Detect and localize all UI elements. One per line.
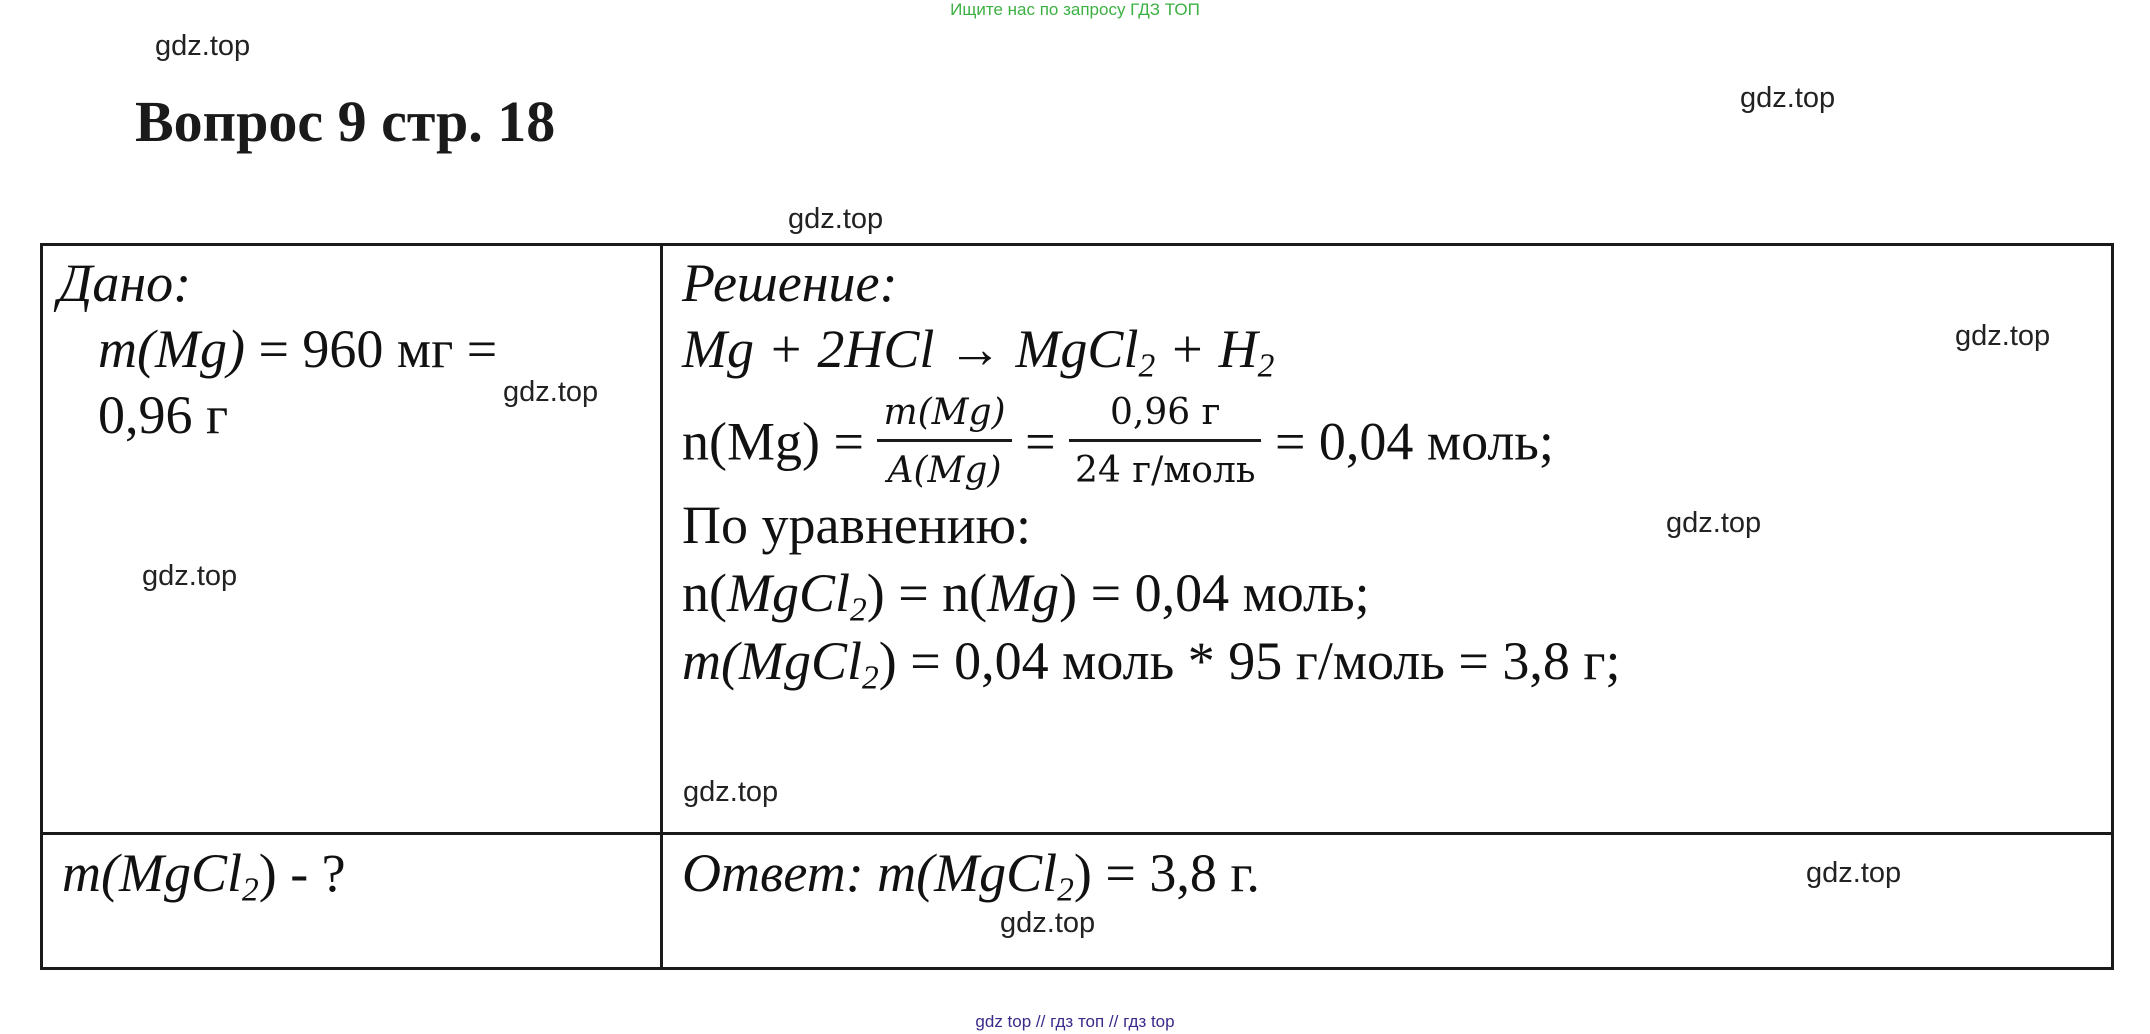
answer-line: [682, 842, 1260, 909]
subscript: 2: [1057, 871, 1074, 909]
watermark: gdz.top: [1806, 857, 1902, 889]
answer-var: m(MgCl: [877, 843, 1058, 903]
moles-left: n(Mg) =: [682, 411, 878, 472]
moles-calculation: [682, 392, 1554, 491]
find-quantity: [62, 842, 346, 909]
by-equation-label: По уравнению:: [682, 495, 1031, 555]
text-part: m(MgCl: [682, 631, 862, 691]
fraction-mass-over-molar: [877, 392, 1011, 491]
given-heading: Дано:: [58, 253, 192, 313]
watermark: gdz.top: [1666, 507, 1762, 539]
watermark: gdz.top: [1955, 320, 2051, 352]
watermark: gdz.top: [155, 30, 251, 62]
page-title: Вопрос 9 стр. 18: [135, 89, 556, 154]
answer-value: ) = 3,8 г.: [1073, 843, 1260, 903]
table-divider-vertical: [660, 243, 663, 970]
watermark: gdz.top: [1740, 82, 1836, 114]
subscript: 2: [850, 591, 867, 629]
moles-result: = 0,04 моль;: [1261, 411, 1554, 472]
table-divider-horizontal: [40, 832, 2114, 835]
text-part: n(: [682, 563, 727, 623]
given-mass-var: m(Mg): [98, 319, 245, 379]
fraction-numerator: 0,96 г: [1069, 392, 1261, 442]
mass-mgcl2: [682, 630, 1621, 697]
text-part: ) = 0,04 моль * 95 г/моль = 3,8 г;: [878, 631, 1621, 691]
watermark: gdz.top: [1000, 907, 1096, 939]
text-part: ) = 0,04 моль;: [1059, 563, 1370, 623]
reaction-subscript: 2: [1257, 347, 1275, 385]
fraction-numerator: m(Mg): [877, 392, 1011, 442]
watermark: gdz.top: [683, 776, 779, 808]
reaction-subscript: 2: [1138, 347, 1156, 385]
watermark: gdz.top: [788, 203, 884, 235]
search-tagline: Ищите нас по запросу ГДЗ ТОП: [950, 0, 1200, 19]
given-mass-value: = 960 мг =: [244, 319, 498, 379]
given-mass-grams: 0,96 г: [98, 385, 229, 445]
text-part: m(MgCl: [62, 843, 242, 903]
reaction-equation: [682, 318, 1275, 385]
text-part: ) - ?: [258, 843, 346, 903]
fraction-denominator: A(Mg): [887, 450, 1002, 491]
moles-mgcl2: [682, 562, 1370, 629]
reaction-part: + H: [1155, 319, 1258, 379]
fraction-values: [1069, 392, 1261, 491]
subscript: 2: [861, 659, 879, 697]
subscript: 2: [241, 871, 259, 909]
footer-links: gdz top // гдз топ // гдз top: [975, 1012, 1175, 1031]
answer-label: Ответ:: [682, 843, 878, 903]
fraction-denominator: 24 г/моль: [1075, 450, 1256, 491]
solution-heading: Решение:: [682, 253, 898, 313]
text-part: ) = n(: [866, 563, 988, 623]
reaction-part: Mg + 2HCl → MgCl: [682, 319, 1139, 379]
watermark: gdz.top: [142, 560, 238, 592]
given-mass-mg: [98, 318, 497, 380]
text-part: MgCl: [726, 563, 850, 623]
text-part: Mg: [987, 563, 1060, 623]
equals-sign: =: [1011, 411, 1070, 472]
watermark: gdz.top: [503, 376, 599, 408]
